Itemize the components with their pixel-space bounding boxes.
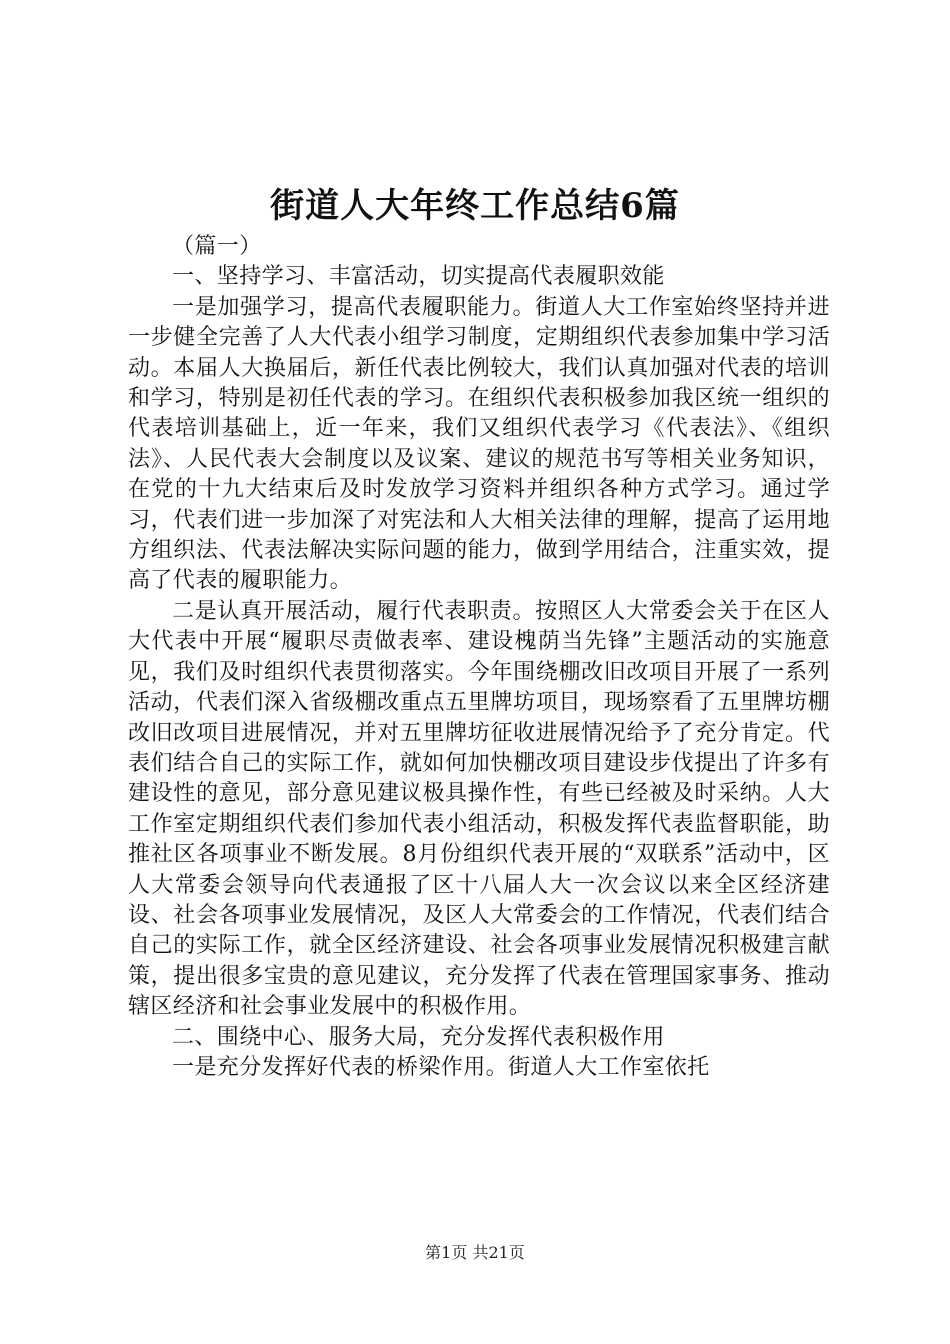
body-paragraph-3: 一是充分发挥好代表的桥梁作用。街道人大工作室依托 xyxy=(172,1054,710,1080)
document-title: 街道人大年终工作总结6篇 xyxy=(270,186,680,226)
body-paragraph-1: 一是加强学习，提高代表履职能力。街道人大工作室始终坚持并进一步健全完善了人大代表小组学习制度，定期组织代表参加集中学习活动。本届人大换届后，新任代表比例较大，我们认真加强对代表的培训和学习，特别是初任代表的学习。在组织代表积极参加我区统一组织的代表培训基础上，近一年来，我们又组织代表学习《代表法》、《组织法》、人民代表大会制度以及议案、建议的规范书写等相关业务知识，在党的十九大结束后及时发放学习资料并组织各种方式学习。通过学习，代表们进一步加深了对宪法和人大相关法律的理解，提高了运用地方组织法、代表法解决实际问题的能力，做到学用结合，注重实效，提高了代表的履职能力。 xyxy=(128,294,830,594)
section-heading-1: 一、坚持学习、丰富活动，切实提高代表履职效能 xyxy=(172,264,665,290)
section-marker: （篇一） xyxy=(172,234,262,259)
page-footer: 第1页 共21页 xyxy=(425,1243,525,1262)
section-heading-2: 二、围绕中心、服务大局，充分发挥代表积极作用 xyxy=(172,1024,665,1050)
body-paragraph-2: 二是认真开展活动，履行代表职责。按照区人大常委会关于在区人大代表中开展“履职尽责做表率、建设槐荫当先锋”主题活动的实施意见，我们及时组织代表贯彻落实。今年围绕棚改旧改项目开展了一系列活动，代表们深入省级棚改重点五里牌坊项目，现场察看了五里牌坊棚改旧改项目进展情况，并对五里牌坊征收进展情况给予了充分肯定。代表们结合自己的实际工作，就如何加快棚改项目建设步伐提出了许多有建设性的意见，部分意见建议极具操作性，有些已经被及时采纳。人大工作室定期组织代表们参加代表小组活动，积极发挥代表监督职能，助推社区各项事业不断发展。8月份组织代表开展的“双联系”活动中，区人大常委会领导向代表通报了区十八届人大一次会议以来全区经济建设、社会各项事业发展情况，及区人大常委会的工作情况，代表们结合自己的实际工作，就全区经济建设、社会各项事业发展情况积极建言献策，提出很多宝贵的意见建议，充分发挥了代表在管理国家事务、推动辖区经济和社会事业发展中的积极作用。 xyxy=(128,598,830,1020)
document-body xyxy=(128,232,830,1083)
